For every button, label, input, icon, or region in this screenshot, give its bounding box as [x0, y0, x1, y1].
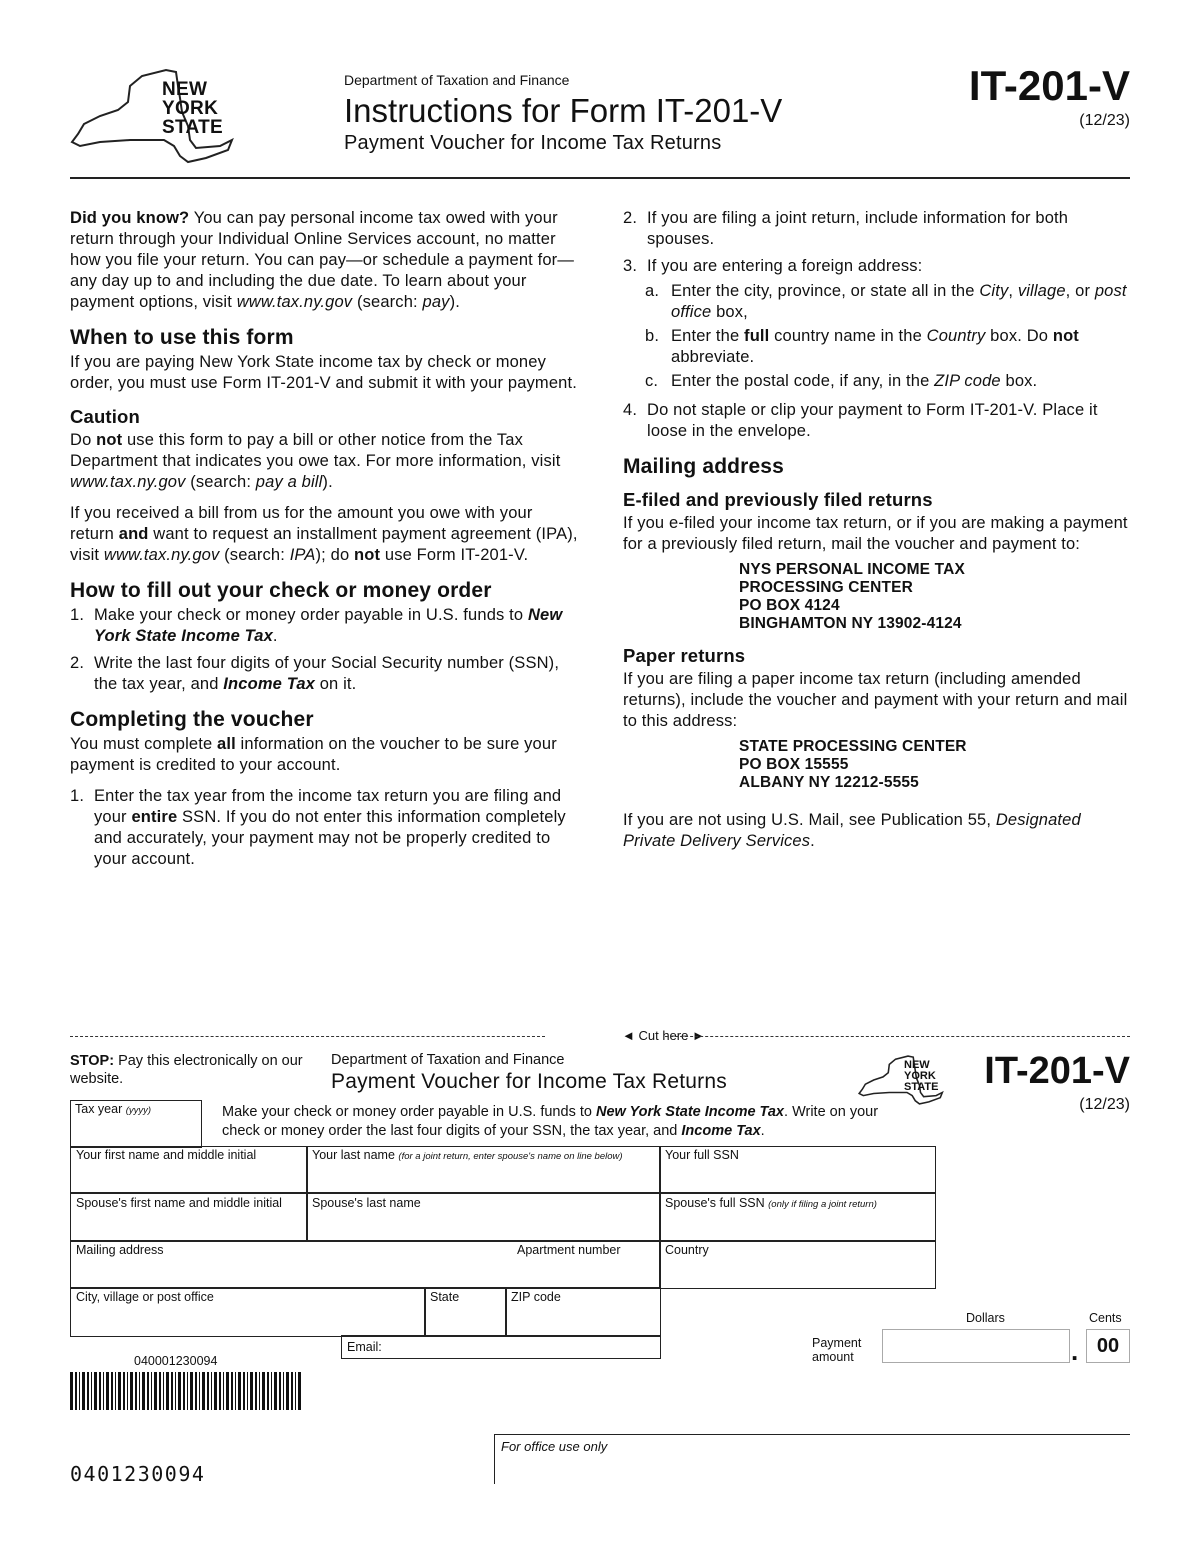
list-item: 4. Do not staple or clip your payment to Form IT-201-V. Place it loose in the envelope.	[623, 401, 1098, 440]
albany-address: STATE PROCESSING CENTER PO BOX 15555 ALBANY NY 12212-5555	[739, 738, 967, 791]
voucher-department: Department of Taxation and Finance	[331, 1052, 565, 1068]
barcode-number: 040001230094	[134, 1354, 218, 1368]
zip-code-field[interactable]: ZIP code	[505, 1287, 661, 1337]
barcode-bar	[235, 1372, 236, 1410]
city-field[interactable]: City, village or post office	[70, 1287, 426, 1337]
voucher-logo	[856, 1054, 946, 1106]
barcode-bar	[255, 1372, 257, 1410]
spouse-first-name-field[interactable]: Spouse's first name and middle initial	[70, 1192, 308, 1242]
spouse-last-name-field[interactable]: Spouse's last name	[306, 1192, 661, 1242]
barcode-bar	[151, 1372, 152, 1410]
barcode-bar	[79, 1372, 80, 1410]
ssn-field[interactable]: Your full SSN	[659, 1146, 936, 1194]
list-item: 2. If you are filing a joint return, include information for both spouses.	[623, 209, 1069, 248]
efiled-heading: E-filed and previously filed returns	[623, 489, 933, 510]
barcode-bar	[286, 1372, 289, 1410]
barcode-bar	[190, 1372, 193, 1410]
barcode-bar	[298, 1372, 301, 1410]
barcode-bar	[175, 1372, 176, 1410]
tax-year-field[interactable]: Tax year (yyyy)	[70, 1100, 202, 1148]
barcode-bar	[99, 1372, 101, 1410]
barcode-bar	[139, 1372, 140, 1410]
cut-dash-left	[70, 1036, 545, 1037]
paper-text: If you are filing a paper income tax return (including amended returns), include the voucher and payment with your return and mail to this address:	[623, 670, 1128, 730]
barcode-bar	[231, 1372, 233, 1410]
mailing-heading: Mailing address	[623, 455, 784, 478]
barcode-bar	[223, 1372, 224, 1410]
barcode-bar	[130, 1372, 133, 1410]
complete-list	[70, 786, 580, 870]
barcode-bar	[207, 1372, 209, 1410]
barcode-bar	[195, 1372, 197, 1410]
list-item: 2. Write the last four digits of your Social Security number (SSN), the tax year, and Income Tax on it.	[70, 654, 560, 693]
complete-text: You must complete all information on the voucher to be sure your payment is credited to your account.	[70, 735, 557, 774]
barcode-bar	[154, 1372, 157, 1410]
payment-cents-field[interactable]: 00	[1086, 1329, 1130, 1363]
barcode-bar	[243, 1372, 245, 1410]
complete-heading: Completing the voucher	[70, 708, 314, 731]
voucher-steps	[623, 208, 1133, 277]
state-field[interactable]: State	[424, 1287, 507, 1337]
caution-text: Do not use this form to pay a bill or other notice from the Tax Department that indicates you owe tax. For more information, visit www.tax.ny.gov (search: pay a bill).	[70, 431, 561, 491]
barcode-bar	[178, 1372, 181, 1410]
barcode-bar	[247, 1372, 248, 1410]
barcode-bar	[262, 1372, 265, 1410]
barcode-bar	[75, 1372, 77, 1410]
barcode-bar	[94, 1372, 97, 1410]
barcode-bar	[214, 1372, 217, 1410]
office-use-box	[494, 1434, 1130, 1484]
cents-label: Cents	[1089, 1311, 1122, 1325]
when-heading: When to use this form	[70, 326, 294, 349]
barcode-bar	[271, 1372, 272, 1410]
barcode-bar	[295, 1372, 296, 1410]
barcode-bar	[279, 1372, 281, 1410]
barcode-bar	[219, 1372, 221, 1410]
barcode-bar	[147, 1372, 149, 1410]
mail-note: If you are not using U.S. Mail, see Publication 55, Designated Private Delivery Services.	[623, 811, 1081, 850]
barcode-bar	[142, 1372, 145, 1410]
barcode-bar	[103, 1372, 104, 1410]
list-item: 3. If you are entering a foreign address:	[623, 257, 923, 275]
barcode-bar	[267, 1372, 269, 1410]
payment-dollars-field[interactable]	[882, 1329, 1070, 1363]
decimal-point: .	[1071, 1336, 1079, 1366]
barcode-bar	[171, 1372, 173, 1410]
ocr-scanline: 0401230094	[70, 1462, 206, 1486]
nys-logo	[70, 66, 235, 166]
voucher-logo-text: NEW YORK STATE	[904, 1059, 939, 1093]
stop-notice: STOP: Pay this electronically on our website.	[70, 1053, 303, 1087]
barcode-bar	[199, 1372, 200, 1410]
caution-heading: Caution	[70, 406, 140, 427]
bill-text: If you received a bill from us for the amount you owe with your return and want to request an installment payment agreement (IPA), visit www.tax.ny.gov (search: IPA); do not use Form IT-201-V.	[70, 504, 578, 564]
barcode-bar	[111, 1372, 113, 1410]
department-name: Department of Taxation and Finance	[344, 72, 570, 88]
barcode-bar	[115, 1372, 116, 1410]
check-list	[70, 605, 580, 695]
barcode-bar	[87, 1372, 89, 1410]
office-use-label: For office use only	[501, 1439, 608, 1454]
barcode-bar	[70, 1372, 73, 1410]
barcode-bar	[187, 1372, 188, 1410]
country-field[interactable]: Country	[659, 1240, 936, 1289]
check-heading: How to fill out your check or money order	[70, 579, 492, 602]
voucher-form-number: IT-201-V	[984, 1050, 1130, 1092]
barcode-bar	[226, 1372, 229, 1410]
barcode-bar	[135, 1372, 137, 1410]
website-link[interactable]: www.tax.ny.gov	[103, 546, 220, 564]
last-name-field[interactable]: Your last name (for a joint return, enter spouse's name on line below)	[306, 1146, 661, 1194]
payment-amount-label: Payment amount	[812, 1336, 862, 1364]
website-link[interactable]: www.tax.ny.gov	[70, 473, 186, 491]
barcode-bar	[238, 1372, 241, 1410]
form-number: IT-201-V	[968, 62, 1130, 109]
right-column	[623, 208, 1133, 862]
did-you-know: Did you know? You can pay personal income tax owed with your return through your Individual Online Services account, no matter how you file your return. You can pay—or schedule a payment for—any day up to and including the due date. To learn about your payment options, visit www.tax.ny.gov (search: pay).	[70, 209, 574, 311]
mailing-address-field[interactable]: Mailing address Apartment number	[70, 1240, 661, 1289]
header-rule	[70, 177, 1130, 179]
list-item: a. Enter the city, province, or state all in the City, village, or post office box,	[645, 282, 1127, 321]
barcode-bar	[159, 1372, 161, 1410]
form-revision: (12/23)	[1079, 112, 1130, 129]
list-item: b. Enter the full country name in the Country box. Do not abbreviate.	[645, 327, 1079, 366]
foreign-address-list	[623, 281, 1133, 392]
barcode-bar	[183, 1372, 185, 1410]
barcode-bar	[127, 1372, 128, 1410]
barcode-bar	[106, 1372, 109, 1410]
barcode-bar	[82, 1372, 85, 1410]
apartment-number-label: Apartment number	[517, 1243, 621, 1257]
voucher-steps-cont	[623, 400, 1133, 442]
binghamton-address: NYS PERSONAL INCOME TAX PROCESSING CENTER PO BOX 4124 BINGHAMTON NY 13902-4124	[739, 561, 965, 632]
page-subtitle: Payment Voucher for Income Tax Returns	[344, 132, 722, 154]
list-item: c. Enter the postal code, if any, in the ZIP code box.	[645, 372, 1038, 390]
barcode-bar	[259, 1372, 260, 1410]
page-title: Instructions for Form IT-201-V	[344, 92, 783, 129]
cut-dash-right	[665, 1036, 1130, 1037]
voucher-title: Payment Voucher for Income Tax Returns	[331, 1070, 727, 1093]
barcode-bar	[118, 1372, 121, 1410]
website-link[interactable]: www.tax.ny.gov	[236, 293, 353, 311]
spouse-ssn-field[interactable]: Spouse's full SSN (only if filing a joint return)	[659, 1192, 936, 1242]
dollars-label: Dollars	[966, 1311, 1005, 1325]
barcode-bar	[211, 1372, 212, 1410]
voucher-revision: (12/23)	[1079, 1096, 1130, 1113]
voucher-instructions: Make your check or money order payable in U.S. funds to New York State Income Tax. Write on your check or money order the last four digits of your SSN, the tax year, and Income Tax.	[222, 1104, 879, 1139]
barcode-bar	[163, 1372, 164, 1410]
barcode-bar	[274, 1372, 277, 1410]
barcode-bar	[291, 1372, 293, 1410]
cut-line	[70, 1028, 1130, 1044]
logo-text: NEW YORK STATE	[162, 79, 223, 138]
email-field[interactable]: Email:	[341, 1335, 661, 1359]
barcode-bar	[123, 1372, 125, 1410]
barcode-bar	[250, 1372, 253, 1410]
when-text: If you are paying New York State income tax by check or money order, you must use Form IT-201-V and submit it with your payment.	[70, 353, 577, 392]
paper-heading: Paper returns	[623, 645, 746, 666]
barcode-bar	[202, 1372, 205, 1410]
left-column	[70, 208, 580, 878]
list-item: 1. Make your check or money order payable in U.S. funds to New York State Income Tax.	[70, 606, 563, 645]
barcode-icon	[70, 1372, 302, 1410]
efiled-text: If you e-filed your income tax return, or if you are making a payment for a previously filed return, mail the voucher and payment to:	[623, 514, 1128, 553]
barcode-bar	[283, 1372, 284, 1410]
barcode-bar	[91, 1372, 92, 1410]
list-item: 1. Enter the tax year from the income tax return you are filing and your entire SSN. If you do not enter this information completely and accurately, your payment may not be properly credited to your account.	[70, 787, 566, 868]
first-name-field[interactable]: Your first name and middle initial	[70, 1146, 308, 1194]
barcode-bar	[166, 1372, 169, 1410]
cut-label: ◄ Cut here ►	[618, 1028, 709, 1043]
